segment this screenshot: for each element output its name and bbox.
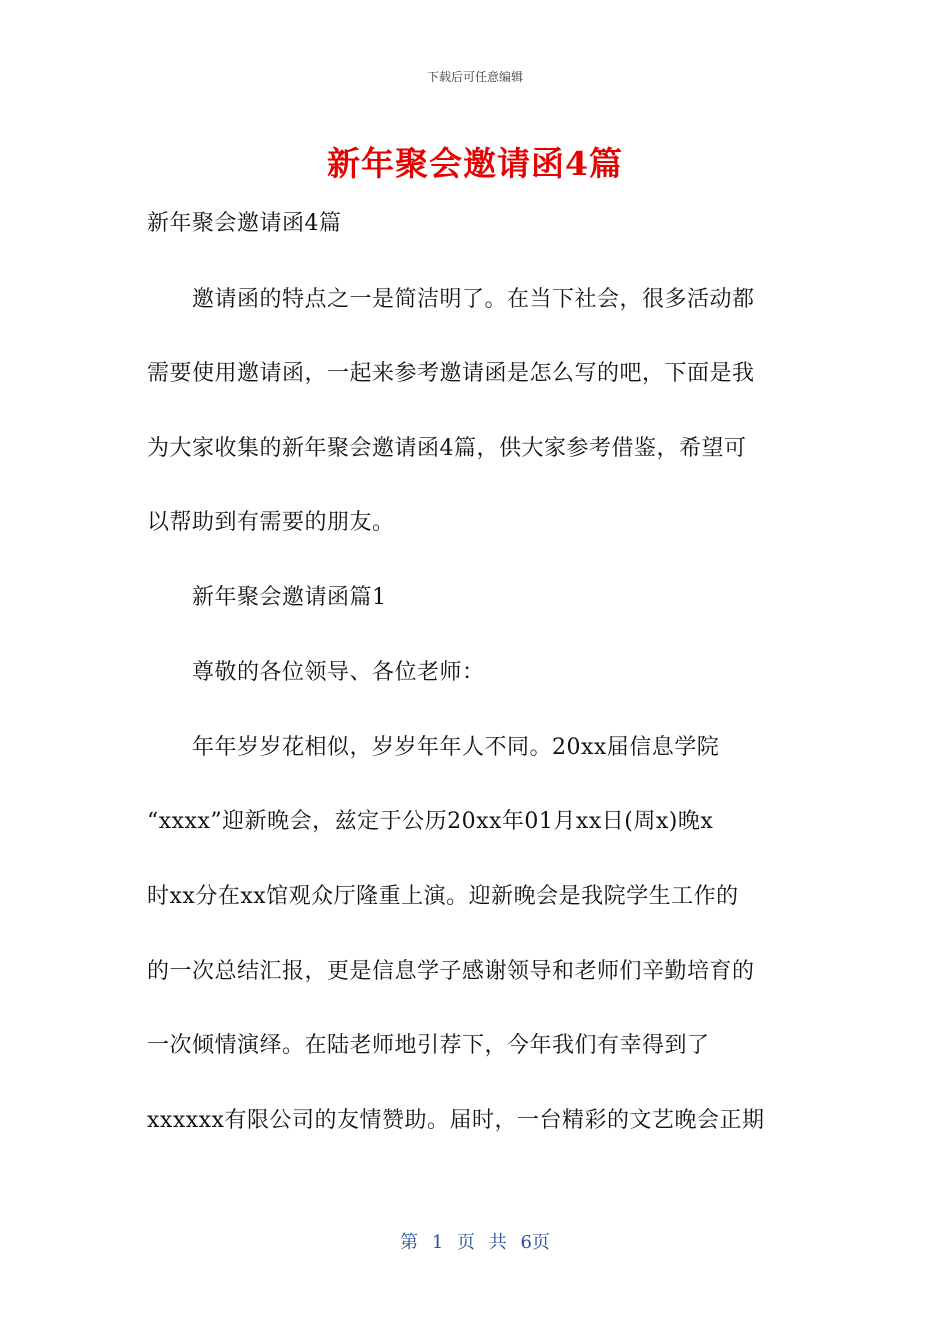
- body-line: 需要使用邀请函，一起来参考邀请函是怎么写的吧，下面是我: [147, 361, 755, 386]
- footer-prefix: 第: [400, 1232, 419, 1253]
- body-line: 一次倾情演绎。在陆老师地引荐下，今年我们有幸得到了: [147, 1033, 710, 1058]
- body-line: “xxxx”迎新晚会，兹定于公历20xx年01月xx日(周x)晚x: [147, 809, 714, 834]
- footer-page-number: 1: [431, 1232, 444, 1253]
- body-line: xxxxxx有限公司的友情赞助。届时，一台精彩的文艺晚会正期: [147, 1108, 765, 1133]
- body-line: 以帮助到有需要的朋友。: [147, 510, 395, 535]
- body-line: 新年聚会邀请函4篇: [147, 211, 342, 236]
- body-line: 为大家收集的新年聚会邀请函4篇，供大家参考借鉴，希望可: [147, 436, 747, 461]
- header-note: 下载后可任意编辑: [426, 70, 523, 84]
- footer-mid: 页: [457, 1232, 475, 1253]
- body-line: 邀请函的特点之一是简洁明了。在当下社会，很多活动都: [147, 287, 755, 312]
- body-line: 的一次总结汇报，更是信息学子感谢领导和老师们辛勤培育的: [147, 959, 755, 984]
- body-line: 年年岁岁花相似，岁岁年年人不同。20xx届信息学院: [147, 735, 720, 760]
- footer-total-prefix: 共: [488, 1232, 507, 1253]
- section-heading: 新年聚会邀请函篇1: [147, 585, 387, 610]
- body-line: 尊敬的各位领导、各位老师：: [147, 660, 485, 685]
- body-line: 时xx分在xx馆观众厅隆重上演。迎新晚会是我院学生工作的: [147, 884, 739, 909]
- footer-total: 6页: [520, 1232, 550, 1253]
- page-footer: [0, 1228, 950, 1254]
- document-title: 新年聚会邀请函4篇: [327, 144, 623, 183]
